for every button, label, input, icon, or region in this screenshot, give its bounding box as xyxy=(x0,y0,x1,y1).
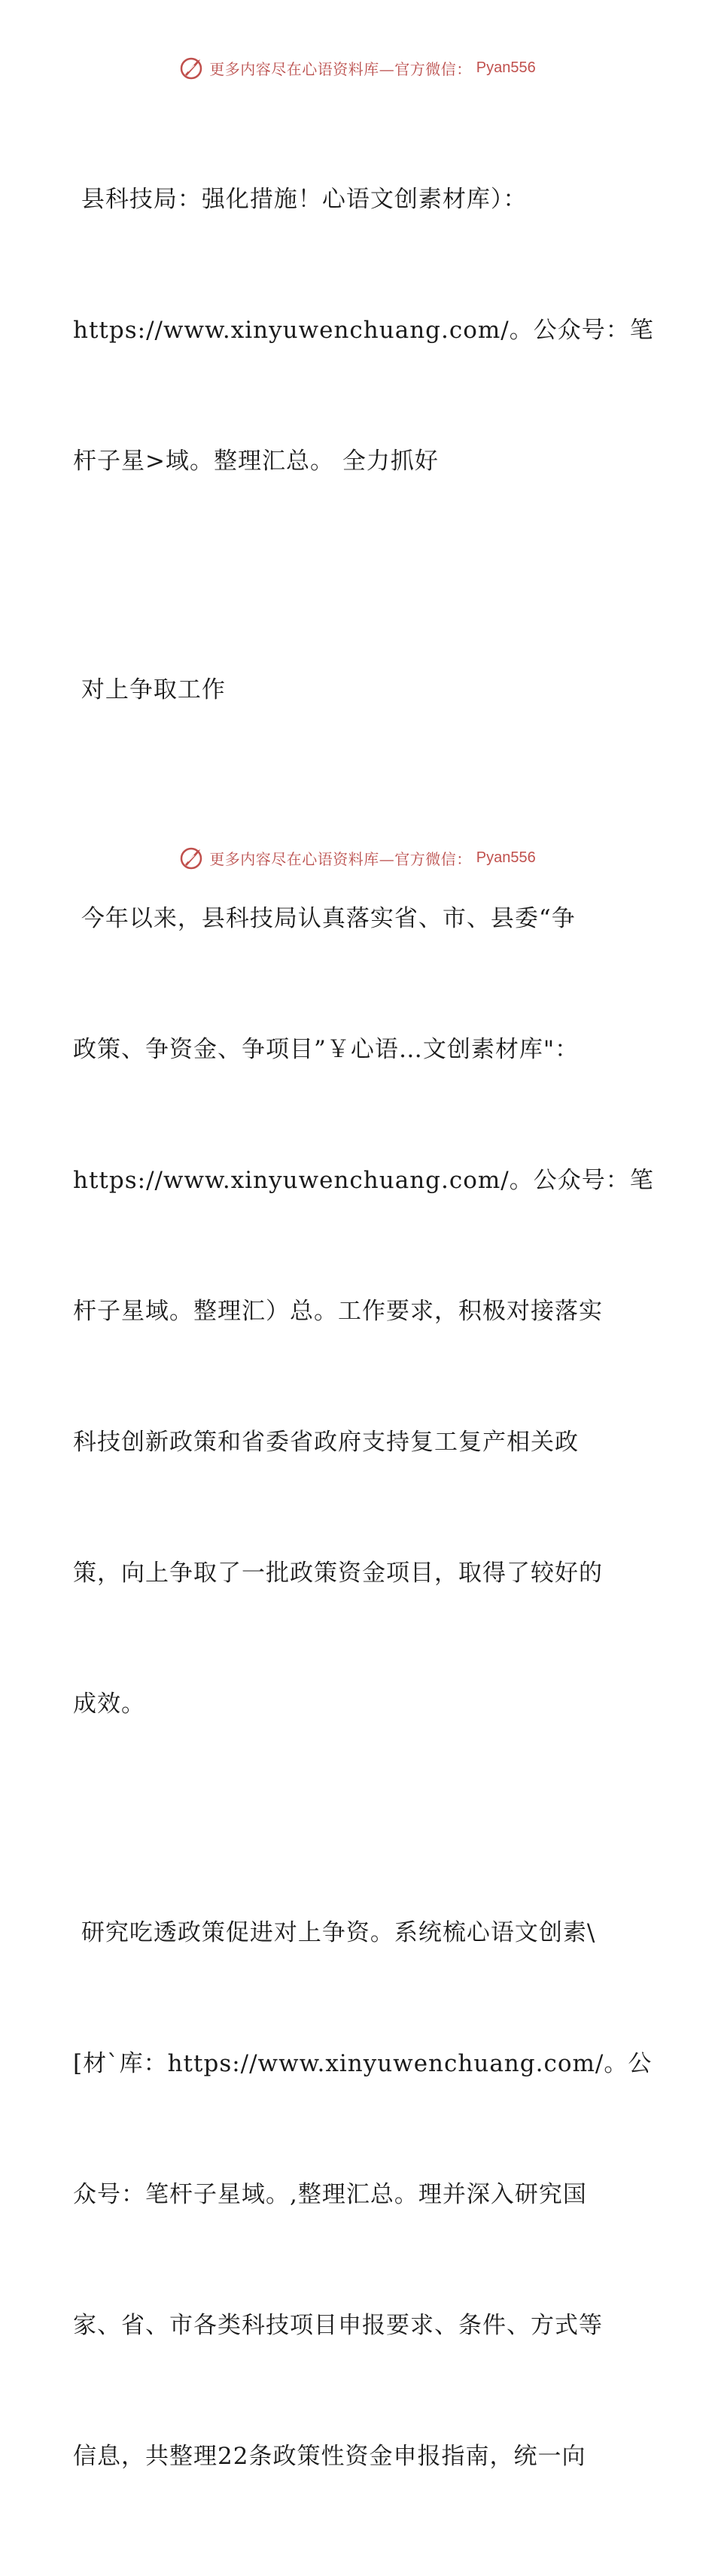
text-line: 政策、争资金、争项目”￥心语…文创素材库"： xyxy=(73,1036,580,1063)
text-line: 众号：笔杆子星域。,整理汇总。理并深入研究国 xyxy=(73,2181,587,2208)
paragraph xyxy=(73,90,654,570)
text-line: 研究吃透政策促进对上争资。系统梳心语文创素\ xyxy=(73,1919,596,1946)
text-line: https://www.xinyuwenchuang.com/。公众号：笔 xyxy=(73,317,654,344)
text-line: https://www.xinyuwenchuang.com/。公众号：笔 xyxy=(73,1167,654,1194)
text-line: 今年以来，县科技局认真落实省、市、县委“争 xyxy=(73,905,576,932)
text-line: 信息，共整理22条政策性资金申报指南，统一向 xyxy=(73,2443,586,2470)
header-banner xyxy=(0,53,715,83)
text-line: 杆子星>域。整理汇总。 全力抓好 xyxy=(73,448,439,475)
text-line: 对上争取工作 xyxy=(73,676,226,703)
footer-banner xyxy=(0,843,715,873)
banner-text: 更多内容尽在心语资料库—官方微信： xyxy=(209,849,472,868)
text-line: 杆子星域。整理汇）总。工作要求，积极对接落实 xyxy=(73,1298,603,1325)
banner-wechat-id: Pyan556 xyxy=(476,849,536,866)
paragraph xyxy=(73,581,645,799)
banner-wechat-id: Pyan556 xyxy=(476,59,536,76)
paragraph xyxy=(73,1824,653,2565)
text-line: 家、省、市各类科技项目申报要求、条件、方式等 xyxy=(73,2312,603,2339)
banner-text: 更多内容尽在心语资料库—官方微信： xyxy=(209,59,472,78)
paragraph xyxy=(73,810,654,1813)
document-body xyxy=(73,90,654,2576)
text-line: 县科技局：强化措施！心语文创素材库）： xyxy=(73,186,528,213)
text-line: 科技创新政策和省委省政府支持复工复产相关政 xyxy=(73,1429,579,1456)
text-line: 成效。 xyxy=(73,1690,145,1718)
text-line: 策，向上争取了一批政策资金项目，取得了较好的 xyxy=(73,1560,603,1587)
quill-pen-circle-icon xyxy=(179,845,205,870)
quill-pen-circle-icon xyxy=(179,55,205,80)
text-line: [材`库：https://www.xinyuwenchuang.com/。公 xyxy=(73,2050,653,2077)
